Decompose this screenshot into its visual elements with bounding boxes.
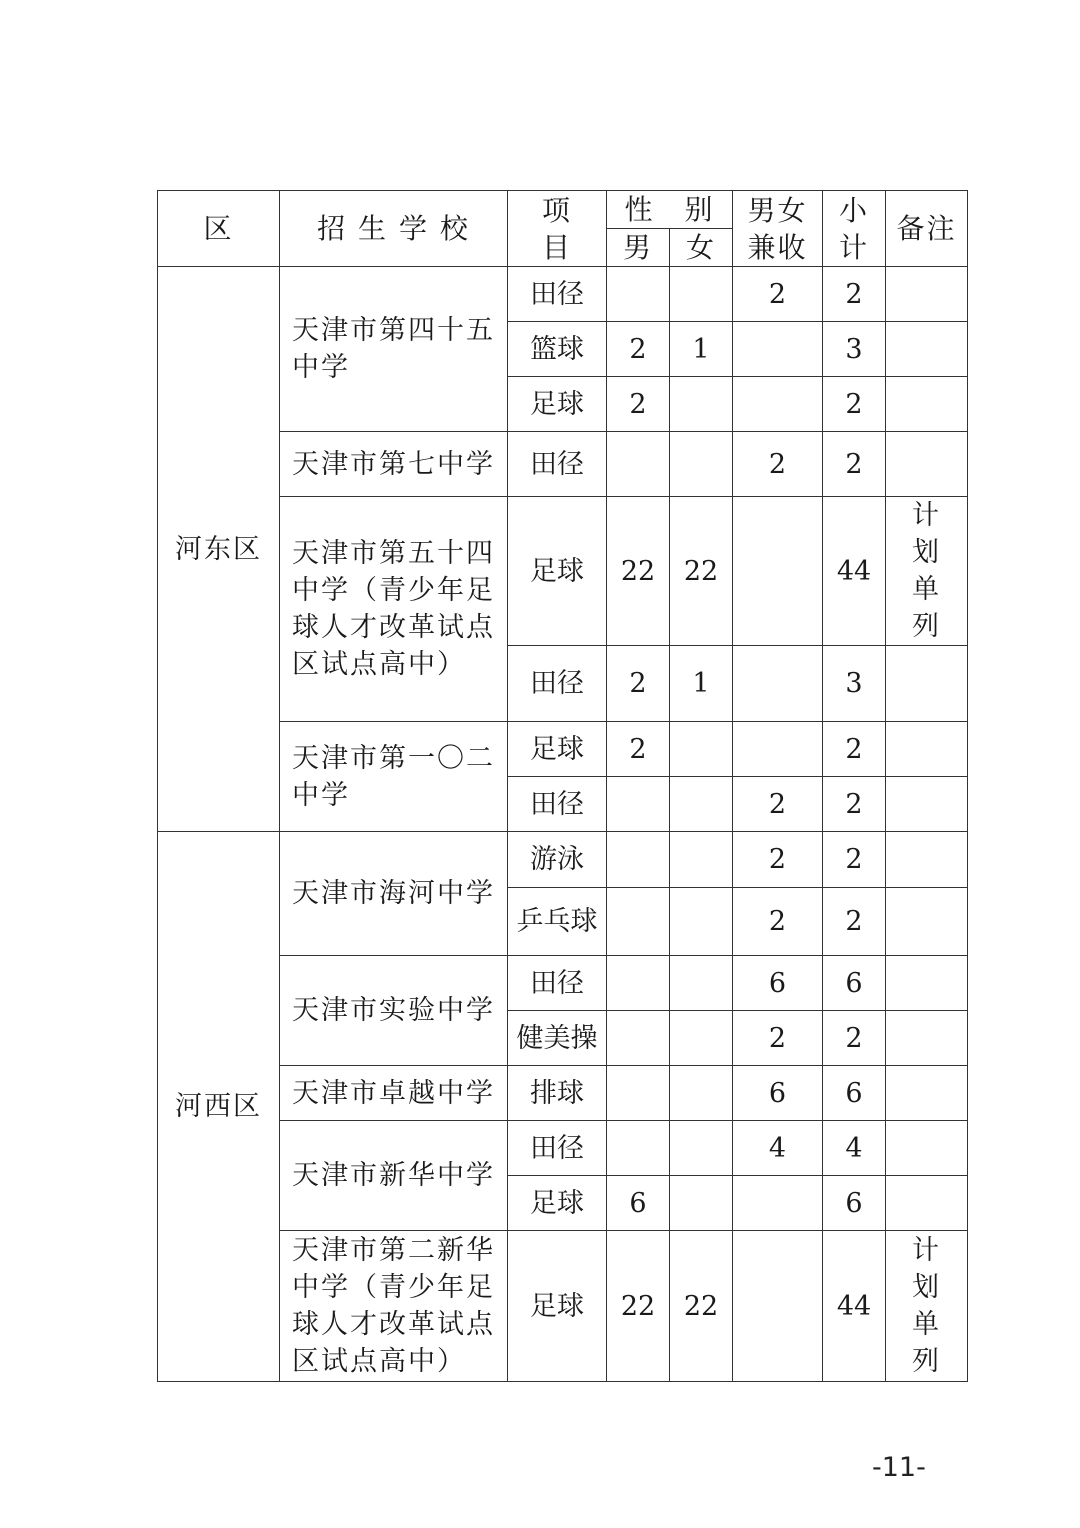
table-row [158,722,968,777]
header-female: 女 [670,229,733,267]
school-cell: 天津市第七中学 [280,432,508,497]
female-count-cell: 1 [670,322,733,377]
female-count-cell: 22 [670,497,733,646]
coed-count-cell: 4 [733,1121,823,1176]
male-count-cell [607,888,670,956]
female-count-cell [670,956,733,1011]
male-count-cell [607,956,670,1011]
header-school: 招 生 学 校 [280,191,508,267]
female-count-cell [670,432,733,497]
female-count-cell [670,722,733,777]
sport-cell: 足球 [508,377,607,432]
school-cell: 天津市海河中学 [280,832,508,956]
remark-cell [886,888,968,956]
male-count-cell [607,1066,670,1121]
male-count-cell [607,777,670,832]
sport-cell: 健美操 [508,1011,607,1066]
remark-cell [886,777,968,832]
male-count-cell: 6 [607,1176,670,1231]
table-row [158,1231,968,1382]
table-row [158,267,968,322]
subtotal-cell: 2 [823,377,886,432]
district-cell: 河西区 [158,832,280,1382]
remark-cell [886,377,968,432]
male-count-cell: 2 [607,722,670,777]
remark-cell: 计划单列 [886,497,968,646]
table-row [158,432,968,497]
female-count-cell [670,267,733,322]
female-count-cell [670,1121,733,1176]
table-row [158,1066,968,1121]
remark-cell [886,1011,968,1066]
coed-count-cell: 2 [733,888,823,956]
coed-count-cell [733,1176,823,1231]
sport-cell: 足球 [508,497,607,646]
subtotal-cell: 6 [823,1066,886,1121]
subtotal-cell: 6 [823,956,886,1011]
subtotal-cell: 6 [823,1176,886,1231]
school-cell: 天津市第五十四中学（青少年足球人才改革试点区试点高中） [280,497,508,722]
sport-cell: 田径 [508,267,607,322]
enrollment-table [157,190,968,1382]
coed-count-cell: 2 [733,432,823,497]
coed-count-cell: 2 [733,777,823,832]
sport-cell: 田径 [508,1121,607,1176]
female-count-cell [670,377,733,432]
remark-cell [886,832,968,888]
female-count-cell [670,1011,733,1066]
male-count-cell [607,1121,670,1176]
female-count-cell [670,1176,733,1231]
remark-cell [886,322,968,377]
male-count-cell: 2 [607,377,670,432]
coed-count-cell: 2 [733,267,823,322]
male-count-cell [607,1011,670,1066]
subtotal-cell: 3 [823,322,886,377]
remark-cell [886,956,968,1011]
female-count-cell [670,777,733,832]
male-count-cell: 22 [607,497,670,646]
sport-cell: 足球 [508,1176,607,1231]
subtotal-cell: 2 [823,432,886,497]
female-count-cell [670,832,733,888]
school-cell: 天津市第一〇二中学 [280,722,508,832]
coed-count-cell [733,322,823,377]
remark-cell [886,646,968,722]
header-coed: 男女兼收 [733,191,823,267]
coed-count-cell: 6 [733,1066,823,1121]
male-count-cell: 22 [607,1231,670,1382]
sport-cell: 田径 [508,646,607,722]
sport-cell: 足球 [508,722,607,777]
table-row [158,1121,968,1176]
subtotal-cell: 4 [823,1121,886,1176]
female-count-cell: 22 [670,1231,733,1382]
school-cell: 天津市第四十五中学 [280,267,508,432]
subtotal-cell: 2 [823,722,886,777]
male-count-cell: 2 [607,646,670,722]
subtotal-cell: 2 [823,267,886,322]
female-count-cell [670,1066,733,1121]
remark-cell [886,1066,968,1121]
sport-cell: 足球 [508,1231,607,1382]
table-row [158,497,968,646]
header-remark: 备注 [886,191,968,267]
subtotal-cell: 2 [823,777,886,832]
subtotal-cell: 3 [823,646,886,722]
sport-cell: 排球 [508,1066,607,1121]
sport-cell: 乒乓球 [508,888,607,956]
sport-cell: 田径 [508,432,607,497]
sport-cell: 游泳 [508,832,607,888]
remark-cell [886,1121,968,1176]
coed-count-cell [733,497,823,646]
remark-cell [886,267,968,322]
header-male: 男 [607,229,670,267]
remark-cell [886,1176,968,1231]
subtotal-cell: 44 [823,1231,886,1382]
remark-cell: 计划单列 [886,1231,968,1382]
subtotal-cell: 2 [823,1011,886,1066]
header-district: 区 [158,191,280,267]
subtotal-cell: 2 [823,888,886,956]
coed-count-cell: 2 [733,832,823,888]
male-count-cell [607,432,670,497]
district-cell: 河东区 [158,267,280,832]
school-cell: 天津市实验中学 [280,956,508,1066]
female-count-cell: 1 [670,646,733,722]
school-cell: 天津市新华中学 [280,1121,508,1231]
header-sport: 项目 [508,191,607,267]
coed-count-cell [733,722,823,777]
male-count-cell [607,832,670,888]
coed-count-cell: 6 [733,956,823,1011]
sport-cell: 田径 [508,777,607,832]
subtotal-cell: 2 [823,832,886,888]
male-count-cell: 2 [607,322,670,377]
header-gender: 性 别 [607,191,733,229]
school-cell: 天津市第二新华中学（青少年足球人才改革试点区试点高中） [280,1231,508,1382]
coed-count-cell: 2 [733,1011,823,1066]
remark-cell [886,722,968,777]
school-cell: 天津市卓越中学 [280,1066,508,1121]
sport-cell: 田径 [508,956,607,1011]
coed-count-cell [733,377,823,432]
page-number: -11- [872,1452,926,1483]
male-count-cell [607,267,670,322]
remark-cell [886,432,968,497]
table-row [158,832,968,888]
coed-count-cell [733,646,823,722]
coed-count-cell [733,1231,823,1382]
table-row [158,956,968,1011]
female-count-cell [670,888,733,956]
sport-cell: 篮球 [508,322,607,377]
header-subtotal: 小计 [823,191,886,267]
subtotal-cell: 44 [823,497,886,646]
